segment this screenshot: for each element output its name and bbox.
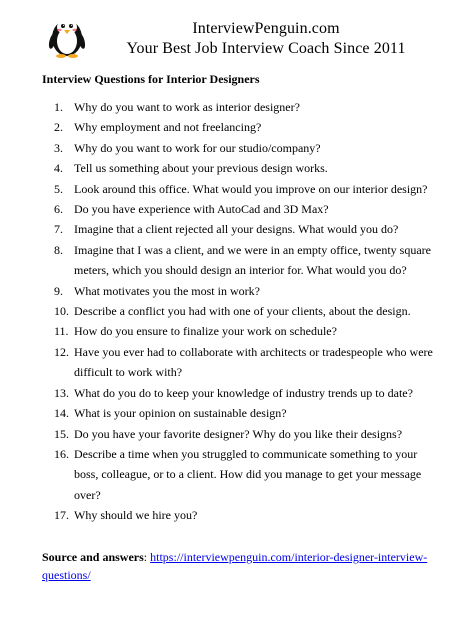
question-text: What is your opinion on sustainable design? xyxy=(74,406,287,421)
list-item xyxy=(42,179,442,199)
list-item xyxy=(42,444,442,505)
list-item xyxy=(42,117,442,137)
question-text: Have you ever had to collaborate with architects or tradespeople who were difficult to work with? xyxy=(74,344,433,380)
question-number: 7. xyxy=(54,222,63,237)
question-number: 6. xyxy=(54,202,63,217)
question-text: Tell us something about your previous design works. xyxy=(74,161,328,176)
site-tagline: Your Best Job Interview Coach Since 2011 xyxy=(126,40,406,57)
question-number: 17. xyxy=(54,508,69,523)
question-text: Describe a time when you struggled to communicate something to your boss, colleague, or to a client. How did you manage to get your message over? xyxy=(74,446,422,502)
question-number: 14. xyxy=(54,406,69,421)
question-number: 15. xyxy=(54,426,69,441)
question-number: 8. xyxy=(54,242,63,257)
question-number: 12. xyxy=(54,344,69,359)
question-text: What motivates you the most in work? xyxy=(74,283,260,298)
question-text: Imagine that I was a client, and we were in an empty office, twenty square meters, which you should design an interior for. What would you do? xyxy=(74,242,431,278)
list-item xyxy=(42,240,442,281)
question-text: Why employment and not freelancing? xyxy=(74,120,262,135)
question-number: 9. xyxy=(54,283,63,298)
question-text: How do you ensure to finalize your work on schedule? xyxy=(74,324,337,339)
question-number: 3. xyxy=(54,140,63,155)
question-text: Imagine that a client rejected all your designs. What would you do? xyxy=(74,222,399,237)
question-text: Look around this office. What would you improve on our interior design? xyxy=(74,181,428,196)
question-number: 11. xyxy=(54,324,69,339)
list-item xyxy=(42,403,442,423)
source-link[interactable]: https://interviewpenguin.com/interior-designer-interview-questions/ xyxy=(42,550,428,582)
question-list xyxy=(42,97,442,526)
question-text: Do you have experience with AutoCad and 3D Max? xyxy=(74,202,329,217)
question-number: 5. xyxy=(54,181,63,196)
page-header xyxy=(0,0,470,68)
list-item xyxy=(42,138,442,158)
question-number: 2. xyxy=(54,120,63,135)
list-item xyxy=(42,199,442,219)
list-item xyxy=(42,219,442,239)
list-item xyxy=(42,97,442,117)
list-item xyxy=(42,383,442,403)
list-item xyxy=(42,301,442,321)
source-label: Source and answers xyxy=(42,550,144,564)
question-number: 1. xyxy=(54,100,63,114)
list-item xyxy=(42,505,442,525)
question-text: Why do you want to work as interior designer? xyxy=(74,100,300,114)
list-item xyxy=(42,424,442,444)
question-text: Describe a conflict you had with one of your clients, about the design. xyxy=(74,304,411,319)
document-title: Interview Questions for Interior Designers xyxy=(42,72,260,86)
question-text: Why should we hire you? xyxy=(74,508,198,523)
site-name: InterviewPenguin.com xyxy=(192,20,340,37)
list-item xyxy=(42,158,442,178)
list-item xyxy=(42,281,442,301)
question-text: What do you do to keep your knowledge of industry trends up to date? xyxy=(74,385,413,400)
list-item xyxy=(42,342,442,383)
list-item xyxy=(42,321,442,341)
question-number: 13. xyxy=(54,385,69,400)
question-text: Why do you want to work for our studio/company? xyxy=(74,140,321,155)
source-line xyxy=(42,548,442,584)
question-number: 4. xyxy=(54,161,63,176)
source-separator: : xyxy=(143,550,151,564)
question-number: 16. xyxy=(54,446,69,461)
question-number: 10. xyxy=(54,304,69,319)
question-text: Do you have your favorite designer? Why do you like their designs? xyxy=(74,426,403,441)
